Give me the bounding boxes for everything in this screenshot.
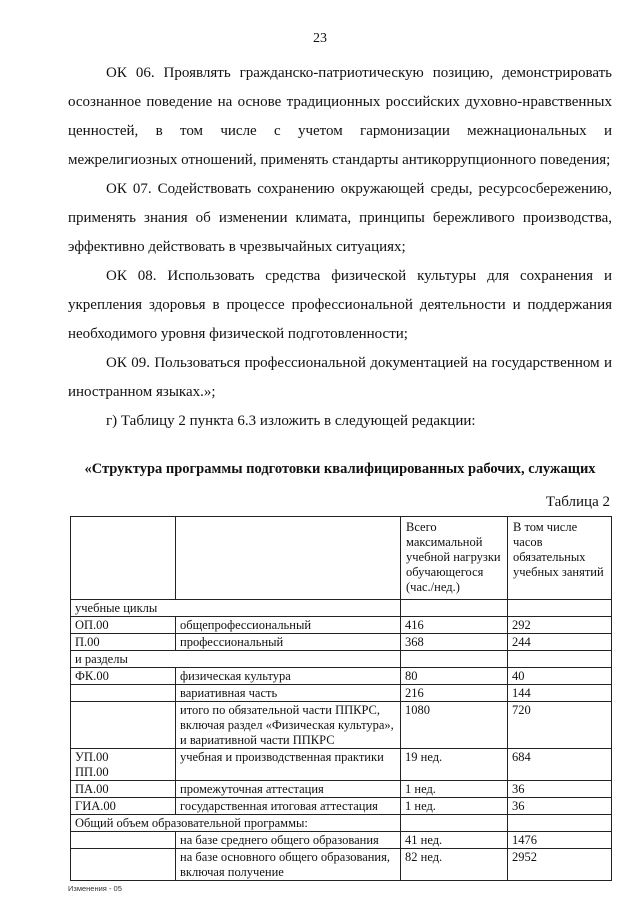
paragraph-table-intro: г) Таблицу 2 пункта 6.3 изложить в следующей редакции: bbox=[106, 413, 476, 429]
table-row bbox=[71, 668, 612, 685]
table-cell bbox=[401, 651, 508, 668]
paragraph-ok08: ОК 08. Использовать средства физической культуры для сохранения и укрепления здоровья в процессе профессиональной деятельности и поддержания необходимого уровня физической подготовленности; bbox=[68, 268, 612, 342]
row-code bbox=[71, 749, 176, 781]
section-label: и разделы bbox=[71, 651, 401, 668]
row-name: на базе среднего общего образования bbox=[176, 832, 401, 849]
paragraph-ok09: ОК 09. Пользоваться профессиональной документацией на государственном и иностранном языках.»; bbox=[68, 355, 612, 400]
table-header-row bbox=[71, 517, 612, 600]
header-cell-empty bbox=[71, 517, 176, 600]
table-row bbox=[71, 781, 612, 798]
table-label: Таблица 2 bbox=[545, 494, 610, 510]
table-cell bbox=[508, 815, 612, 832]
row-code bbox=[71, 685, 176, 702]
row-total: 1 нед. bbox=[401, 798, 508, 815]
row-name: физическая культура bbox=[176, 668, 401, 685]
row-code: ОП.00 bbox=[71, 617, 176, 634]
section-row bbox=[71, 651, 612, 668]
row-mandatory: 40 bbox=[508, 668, 612, 685]
paragraph-ok06: ОК 06. Проявлять гражданско-патриотическую позицию, демонстрировать осознанное поведение на основе традиционных российских духовно-нравственных ценностей, в том числе с учетом гармонизации межнациональных и межрелигиозных отношений, применять стандарты антикоррупционного поведения; bbox=[68, 65, 612, 168]
row-name: профессиональный bbox=[176, 634, 401, 651]
section-label: Общий объем образовательной программы: bbox=[71, 815, 401, 832]
table-cell bbox=[401, 600, 508, 617]
row-mandatory: 1476 bbox=[508, 832, 612, 849]
table-row bbox=[71, 832, 612, 849]
row-total: 80 bbox=[401, 668, 508, 685]
row-code: ФК.00 bbox=[71, 668, 176, 685]
row-total: 19 нед. bbox=[401, 749, 508, 781]
row-mandatory: 684 bbox=[508, 749, 612, 781]
row-code bbox=[71, 832, 176, 849]
header-cell-empty bbox=[176, 517, 401, 600]
row-mandatory: 2952 bbox=[508, 849, 612, 881]
row-total: 82 нед. bbox=[401, 849, 508, 881]
table-cell bbox=[508, 651, 612, 668]
row-total: 1 нед. bbox=[401, 781, 508, 798]
row-total: 41 нед. bbox=[401, 832, 508, 849]
table-row bbox=[71, 634, 612, 651]
section-row bbox=[71, 815, 612, 832]
section-label: учебные циклы bbox=[71, 600, 401, 617]
table-row bbox=[71, 749, 612, 781]
structure-table bbox=[70, 516, 612, 881]
row-total: 1080 bbox=[401, 702, 508, 749]
table-row bbox=[71, 617, 612, 634]
row-name: итого по обязательной части ППКРС, включая раздел «Физическая культура», и вариативной части ППКРС bbox=[176, 702, 401, 749]
row-mandatory: 36 bbox=[508, 781, 612, 798]
row-name: промежуточная аттестация bbox=[176, 781, 401, 798]
table-cell bbox=[508, 600, 612, 617]
row-mandatory: 720 bbox=[508, 702, 612, 749]
row-code: П.00 bbox=[71, 634, 176, 651]
page-number: 23 bbox=[313, 31, 327, 46]
row-name: вариативная часть bbox=[176, 685, 401, 702]
table-row bbox=[71, 702, 612, 749]
header-mandatory-hours: В том числе часов обязательных учебных занятий bbox=[508, 517, 612, 600]
row-name: на базе основного общего образования, включая получение bbox=[176, 849, 401, 881]
row-code bbox=[71, 702, 176, 749]
row-code-line: ПП.00 bbox=[75, 765, 109, 779]
header-total-hours: Всего максимальной учебной нагрузки обучающегося (час./нед.) bbox=[401, 517, 508, 600]
row-mandatory: 244 bbox=[508, 634, 612, 651]
row-name: учебная и производственная практики bbox=[176, 749, 401, 781]
row-total: 216 bbox=[401, 685, 508, 702]
row-code: ПА.00 bbox=[71, 781, 176, 798]
row-mandatory: 144 bbox=[508, 685, 612, 702]
table-row bbox=[71, 685, 612, 702]
table-row bbox=[71, 849, 612, 881]
row-total: 368 bbox=[401, 634, 508, 651]
paragraph-ok07: ОК 07. Содействовать сохранению окружающей среды, ресурсосбережению, применять знания об изменении климата, принципы бережливого производства, эффективно действовать в чрезвычайных ситуациях; bbox=[68, 181, 612, 255]
table-title: «Структура программы подготовки квалифицированных рабочих, служащих bbox=[84, 461, 596, 477]
row-mandatory: 292 bbox=[508, 617, 612, 634]
document-body bbox=[68, 59, 612, 436]
row-code-line: УП.00 bbox=[75, 750, 109, 764]
row-name: государственная итоговая аттестация bbox=[176, 798, 401, 815]
table-cell bbox=[401, 815, 508, 832]
row-code bbox=[71, 849, 176, 881]
row-total: 416 bbox=[401, 617, 508, 634]
footer-note: Изменения - 05 bbox=[68, 884, 122, 893]
row-code: ГИА.00 bbox=[71, 798, 176, 815]
section-row bbox=[71, 600, 612, 617]
row-mandatory: 36 bbox=[508, 798, 612, 815]
row-name: общепрофессиональный bbox=[176, 617, 401, 634]
table-row bbox=[71, 798, 612, 815]
